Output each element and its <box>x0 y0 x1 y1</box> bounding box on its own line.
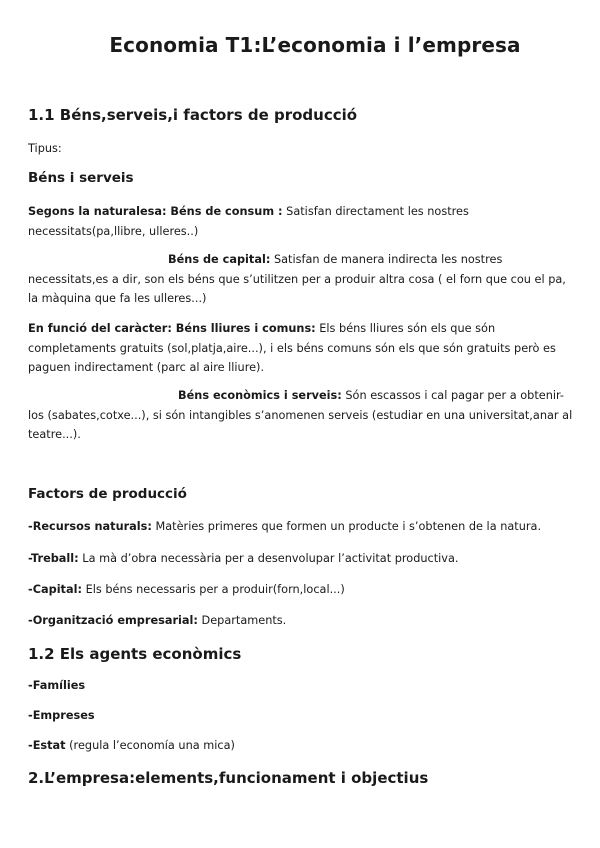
paragraph-capital <box>28 250 576 309</box>
agent-text: (regula l’economía una mica) <box>65 739 235 752</box>
factor-item <box>28 611 576 631</box>
capital-label: Béns de capital: <box>168 253 271 266</box>
tipus-label: Tipus: <box>28 142 62 155</box>
factor-label: -Treball: <box>28 552 79 565</box>
section-heading-1-1: 1.1 Béns,serveis,i factors de producció <box>28 106 358 124</box>
caracter-label: En funció del caràcter: Béns lliures i comuns: <box>28 322 316 335</box>
factor-item <box>28 549 576 569</box>
agent-item <box>28 736 576 756</box>
factor-item <box>28 517 576 537</box>
subheading-bens-serveis: Béns i serveis <box>28 170 134 186</box>
factor-label: -Organització empresarial: <box>28 614 198 627</box>
paragraph-caracter <box>28 319 576 378</box>
factor-label: -Capital: <box>28 583 82 596</box>
agent-item <box>28 706 576 726</box>
paragraph-naturalesa <box>28 202 576 241</box>
section-heading-2: 2.L’empresa:elements,funcionament i objectius <box>28 769 429 787</box>
factor-text: Departaments. <box>197 614 287 627</box>
agent-label: -Estat <box>28 739 66 752</box>
naturalesa-label: Segons la naturalesa: Béns de consum : <box>28 205 283 218</box>
economics-text: Són escassos i cal pagar per a obtenir-los (sabates,cotxe...), si són intangibles s’anomenen serveis (estudiar en una universitat,anar al teatre...). <box>28 389 573 441</box>
naturalesa-text: Satisfan directament les nostres necessitats(pa,llibre, ulleres..) <box>28 205 469 238</box>
factor-text: La mà d’obra necessària per a desenvolupar l’activitat productiva. <box>78 552 459 565</box>
section-heading-1-2: 1.2 Els agents econòmics <box>28 645 242 663</box>
factor-item <box>28 580 576 600</box>
agent-label: -Famílies <box>28 679 86 692</box>
factor-label: -Recursos naturals: <box>28 520 152 533</box>
factor-text: Matèries primeres que formen un producte i s’obtenen de la natura. <box>151 520 542 533</box>
capital-text: Satisfan de manera indirecta les nostres necessitats,es a dir, son els béns que s’utilitzen per a produir altra cosa ( el forn que cou el pa, la màquina que fa les ulleres...) <box>28 253 566 305</box>
agent-label: -Empreses <box>28 709 95 722</box>
factor-text: Els béns necessaris per a produir(forn,local...) <box>81 583 345 596</box>
document-title: Economia T1:L’economia i l’empresa <box>109 33 521 57</box>
agent-item <box>28 676 576 696</box>
caracter-text: Els béns lliures són els que són completaments gratuits (sol,platja,aire...), i els béns comuns són els que són gratuits però es paguen indirectament (parc al aire lliure). <box>28 322 556 374</box>
factors-heading: Factors de producció <box>28 486 187 502</box>
paragraph-economics <box>28 386 576 445</box>
economics-label: Béns econòmics i serveis: <box>178 389 342 402</box>
